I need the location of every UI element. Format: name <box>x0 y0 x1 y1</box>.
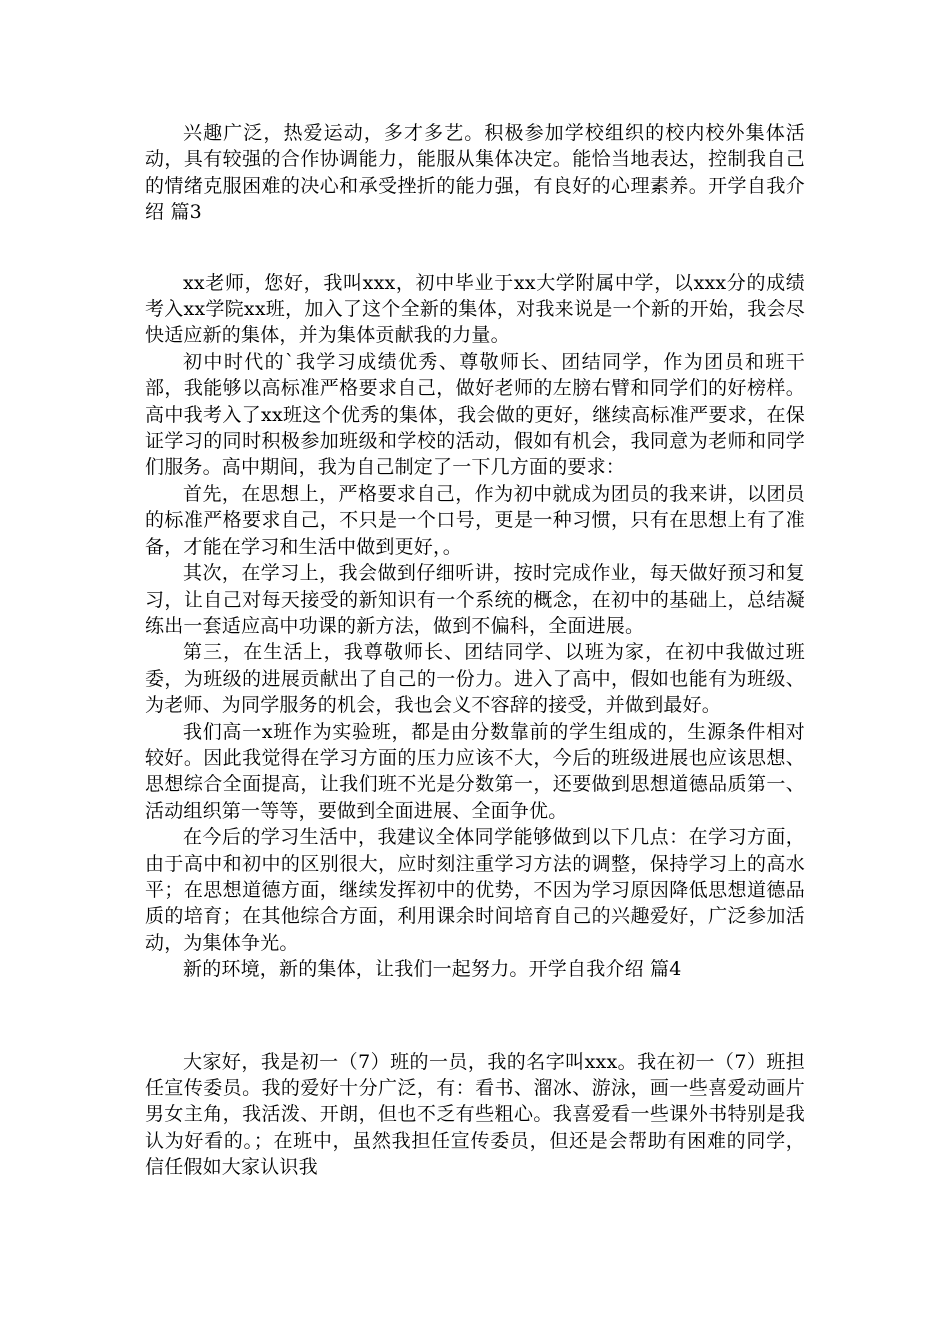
paragraph: 第三，在生活上，我尊敬师长、团结同学、以班为家，在初中我做过班委，为班级的进展贡献出了自己的一份力。进入了高中，假如也能有为班级、为老师、为同学服务的机会，我也会义不容辞的接受，并做到最好。 <box>145 641 805 717</box>
paragraph: 大家好，我是初一（7）班的一员，我的名字叫xxx。我在初一（7）班担任宣传委员。我的爱好十分广泛，有：看书、溜冰、游泳，画一些喜爱动画片男女主角，我活泼、开朗，但也不乏有些粗心。我喜爱看一些课外书特别是我认为好看的。；在班中，虽然我担任宣传委员，但还是会帮助有困难的同学，信任假如大家认识我 <box>145 1050 805 1179</box>
paragraph: 在今后的学习生活中，我建议全体同学能够做到以下几点：在学习方面，由于高中和初中的区别很大，应时刻注重学习方法的调整，保持学习上的高水平；在思想道德方面，继续发挥初中的优势，不因为学习原因降低思想道德品质的培育；在其他综合方面，利用课余时间培育自己的兴趣爱好，广泛参加活动，为集体争光。 <box>145 826 805 954</box>
paragraph: 兴趣广泛，热爱运动，多才多艺。积极参加学校组织的校内校外集体活动，具有较强的合作协调能力，能服从集体决定。能恰当地表达，控制我自己的情绪克服困难的决心和承受挫折的能力强，有良好的心理素养。开学自我介绍 篇3 <box>145 122 805 224</box>
paragraph: 初中时代的`我学习成绩优秀、尊敬师长、团结同学，作为团员和班干部，我能够以高标准严格要求自己，做好老师的左膀右臂和同学们的好榜样。高中我考入了xx班这个优秀的集体，我会做的更好，继续高标准严要求，在保证学习的同时积极参加班级和学校的活动，假如有机会，我同意为老师和同学们服务。高中期间，我为自己制定了一下几方面的要求： <box>145 350 805 479</box>
section-2 <box>145 270 805 983</box>
paragraph: xx老师，您好，我叫xxx，初中毕业于xx大学附属中学，以xxx分的成绩考入xx学院xx班，加入了这个全新的集体，对我来说是一个新的开始，我会尽快适应新的集体，并为集体贡献我的力量。 <box>145 271 805 347</box>
section-3 <box>145 1049 805 1181</box>
paragraph: 首先，在思想上，严格要求自己，作为初中就成为团员的我来讲，以团员的标准严格要求自己，不只是一个口号，更是一种习惯，只有在思想上有了准备，才能在学习和生活中做到更好，。 <box>145 482 805 558</box>
paragraph: 新的环境，新的集体，让我们一起努力。开学自我介绍 篇4 <box>183 958 682 981</box>
document-page <box>145 120 805 1181</box>
section-1 <box>145 120 805 226</box>
paragraph: 其次，在学习上，我会做到仔细听讲，按时完成作业，每天做好预习和复习，让自己对每天接受的新知识有一个系统的概念，在初中的基础上，总结凝练出一套适应高中功课的新方法，做到不偏科，全面进展。 <box>145 562 805 637</box>
paragraph: 我们高一x班作为实验班，都是由分数靠前的学生组成的，生源条件相对较好。因此我觉得在学习方面的压力应该不大，今后的班级进展也应该思想、思想综合全面提高，让我们班不光是分数第一，还要做到思想道德品质第一、活动组织第一等等，要做到全面进展、全面争优。 <box>145 720 805 822</box>
